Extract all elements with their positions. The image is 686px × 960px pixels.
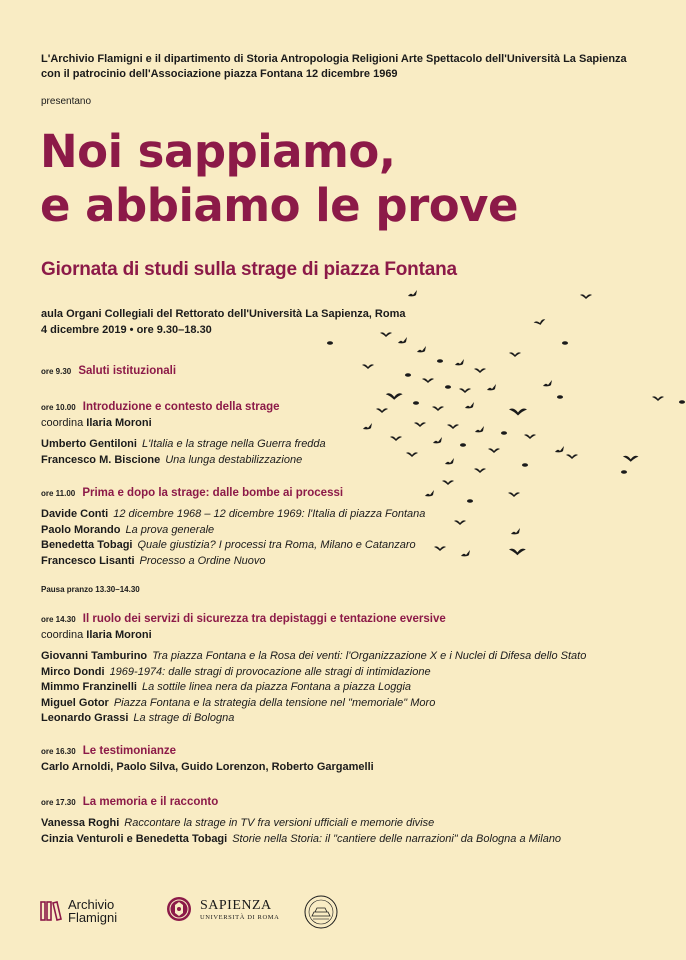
sapienza-shield-icon (166, 894, 192, 924)
event-subtitle: Giornata di studi sulla strage di piazza Fontana (41, 259, 457, 280)
organizers (41, 52, 627, 82)
session-3-title: Prima e dopo la strage: dalle bombe ai processi (82, 487, 344, 499)
talk-item: Benedetta Tobagi Quale giustizia? I processi tra Roma, Milano e Catanzaro (41, 539, 416, 551)
session-6-title: La memoria e il racconto (82, 796, 219, 808)
sponsor-logos (0, 888, 686, 936)
associazione-seal (303, 894, 339, 935)
session-6-talks (41, 816, 561, 847)
sapienza-sub-label: UNIVERSITÀ DI ROMA (200, 913, 280, 921)
session-2-coordinator: coordina Ilaria Moroni (41, 417, 152, 429)
organizers-line-2: con il patrocinio dell'Associazione piazza Fontana 12 dicembre 1969 (41, 68, 398, 80)
associazione-seal-icon (303, 894, 339, 930)
session-4-time: ore 14.30 (41, 615, 76, 624)
talk-item: Francesco M. Biscione Una lunga destabilizzazione (41, 453, 303, 466)
archivio-label: Archivio (68, 897, 115, 912)
session-1-time: ore 9.30 (41, 367, 72, 376)
venue-date: 4 dicembre 2019 • ore 9.30–18.30 (41, 324, 212, 336)
sapienza-label: SAPIENZA (200, 897, 272, 913)
talk-item: Leonardo Grassi La strage di Bologna (41, 712, 235, 724)
session-5-title: Le testimonianze (82, 745, 177, 757)
lunch-break: Pausa pranzo 13.30–14.30 (41, 585, 140, 594)
session-4-coordinator: coordina Ilaria Moroni (41, 629, 152, 641)
session-5-speakers: Carlo Arnoldi, Paolo Silva, Guido Lorenzon, Roberto Gargamelli (41, 761, 374, 773)
session-1-title: Saluti istituzionali (78, 365, 177, 377)
talk-item: Paolo Morando La prova generale (41, 523, 215, 536)
session-6 (41, 795, 561, 847)
talk-item: Giovanni Tamburino Tra piazza Fontana e la Rosa dei venti: l'Organizzazione X e i Nuclei di Difesa dello Stato (41, 650, 587, 662)
talk-item: Vanessa Roghi Raccontare la strage in TV fra versioni ufficiali e memorie divise (41, 817, 435, 829)
talk-item: Francesco Lisanti Processo a Ordine Nuovo (41, 554, 266, 567)
talk-item: Mimmo Franzinelli La sottile linea nera da piazza Fontana a piazza Loggia (41, 681, 412, 693)
session-1 (41, 364, 176, 379)
session-6-time: ore 17.30 (41, 798, 76, 807)
session-3-time: ore 11.00 (41, 489, 76, 498)
talk-item: Miguel Gotor Piazza Fontana e la strategia della tensione nel "memoriale" Moro (41, 696, 436, 709)
title-line-2: e abbiamo le prove (40, 179, 519, 232)
session-4 (41, 612, 586, 727)
session-2-title: Introduzione e contesto della strage (82, 401, 280, 413)
archivio-flamigni-logo (40, 898, 117, 924)
session-5-time: ore 16.30 (41, 747, 76, 756)
talk-item: Umberto Gentiloni L'Italia e la strage nella Guerra fredda (41, 438, 326, 450)
title-line-1: Noi sappiamo, (40, 125, 396, 178)
talk-item: Mirco Dondi 1969-1974: dalle stragi di provocazione alle stragi di intimidazione (41, 665, 431, 678)
session-2-talks (41, 437, 326, 468)
talk-item: Cinzia Venturoli e Benedetta Tobagi Storie nella Storia: il "cantiere delle narrazioni" da Bologna a Milano (41, 832, 562, 845)
sapienza-logo (166, 894, 279, 924)
session-4-title: Il ruolo dei servizi di sicurezza tra depistaggi e tentazione eversive (82, 613, 446, 625)
presentano-label: presentano (41, 96, 92, 107)
organizers-line-1: L'Archivio Flamigni e il dipartimento di Storia Antropologia Religioni Arte Spettacolo dell'Università La Sapienza (41, 53, 627, 65)
venue-location: aula Organi Collegiali del Rettorato dell'Università La Sapienza, Roma (41, 308, 406, 320)
archivio-books-icon (40, 899, 64, 923)
session-4-talks (41, 649, 586, 727)
talk-item: Davide Conti 12 dicembre 1968 – 12 dicembre 1969: l'Italia di piazza Fontana (41, 508, 426, 520)
session-3 (41, 486, 425, 569)
session-2 (41, 400, 326, 468)
flamigni-label: Flamigni (68, 910, 118, 925)
event-title (40, 125, 518, 233)
session-3-talks (41, 507, 425, 569)
session-2-time: ore 10.00 (41, 403, 76, 412)
session-5 (41, 744, 374, 775)
